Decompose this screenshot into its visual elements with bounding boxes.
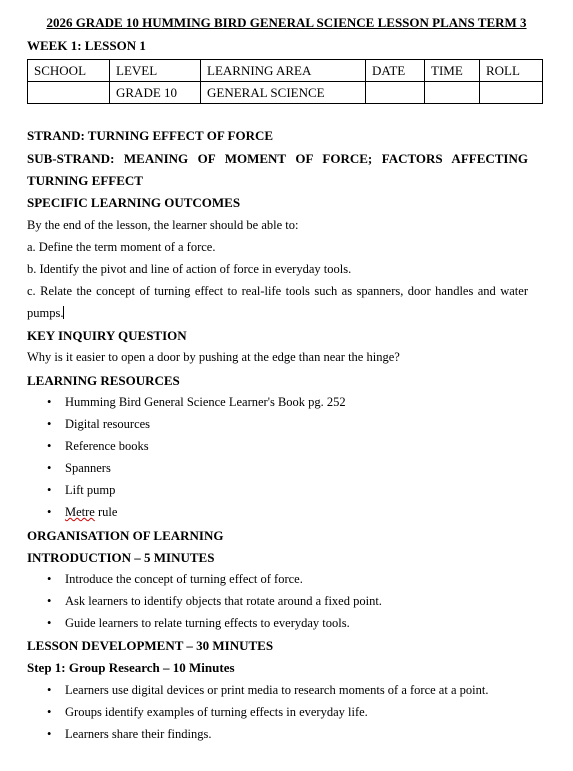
table-header-row: [28, 60, 543, 82]
resource-item: Reference books: [65, 439, 149, 453]
header-date: DATE: [366, 60, 425, 82]
slo-item-c: c. Relate the concept of turning effect to real-life tools such as spanners, door handles and water: [27, 284, 528, 298]
introduction-heading: INTRODUCTION – 5 MINUTES: [27, 550, 215, 565]
resource-item-rest: rule: [94, 505, 118, 519]
slo-item-a: a. Define the term moment of a force.: [27, 240, 216, 254]
header-school: SCHOOL: [28, 60, 110, 82]
step1-heading: Step 1: Group Research – 10 Minutes: [27, 660, 235, 675]
resources-heading: LEARNING RESOURCES: [27, 373, 180, 388]
resource-item: Spanners: [65, 461, 111, 475]
resource-item: Lift pump: [65, 483, 116, 497]
step1-item: Learners share their findings.: [65, 727, 212, 741]
organisation-heading: ORGANISATION OF LEARNING: [27, 528, 224, 543]
slo-intro: By the end of the lesson, the learner should be able to:: [27, 218, 299, 232]
introduction-item: Ask learners to identify objects that rotate around a fixed point.: [65, 594, 382, 608]
cell-school[interactable]: [28, 82, 110, 104]
document-title: 2026 GRADE 10 HUMMING BIRD GENERAL SCIENCE LESSON PLANS TERM 3: [46, 15, 527, 30]
resource-item: Digital resources: [65, 417, 151, 431]
resource-item: Humming Bird General Science Learner's Book pg. 252: [65, 395, 346, 409]
sub-strand-heading: SUB-STRAND: MEANING OF MOMENT OF FORCE; FACTORS AFFECTING: [27, 151, 528, 166]
cell-learning-area[interactable]: GENERAL SCIENCE: [201, 82, 366, 104]
bullet-icon: •: [47, 461, 52, 475]
slo-heading: SPECIFIC LEARNING OUTCOMES: [27, 195, 241, 210]
lesson-info-table: [27, 59, 543, 104]
bullet-icon: •: [47, 727, 52, 741]
header-level: LEVEL: [110, 60, 201, 82]
cell-time[interactable]: [425, 82, 480, 104]
step1-item: Groups identify examples of turning effects in everyday life.: [65, 705, 368, 719]
kiq-text: Why is it easier to open a door by pushing at the edge than near the hinge?: [27, 350, 400, 364]
bullet-icon: •: [47, 572, 52, 586]
slo-item-c-text: pumps.: [27, 306, 64, 320]
slo-item-c-cont: [27, 306, 64, 321]
cell-level[interactable]: GRADE 10: [110, 82, 201, 104]
bullet-icon: •: [47, 594, 52, 608]
sub-strand-heading-cont: TURNING EFFECT: [27, 173, 143, 188]
kiq-heading: KEY INQUIRY QUESTION: [27, 328, 187, 343]
header-roll: ROLL: [480, 60, 543, 82]
step1-item: Learners use digital devices or print media to research moments of a force at a point.: [65, 683, 489, 697]
cell-date[interactable]: [366, 82, 425, 104]
bullet-icon: •: [47, 616, 52, 630]
header-time: TIME: [425, 60, 480, 82]
table-data-row: [28, 82, 543, 104]
spellcheck-flagged-word[interactable]: Metre: [65, 505, 95, 519]
introduction-item: Introduce the concept of turning effect of force.: [65, 572, 303, 586]
cell-roll[interactable]: [480, 82, 543, 104]
bullet-icon: •: [47, 417, 52, 431]
strand-heading: STRAND: TURNING EFFECT OF FORCE: [27, 128, 274, 143]
bullet-icon: •: [47, 439, 52, 453]
introduction-item: Guide learners to relate turning effects to everyday tools.: [65, 616, 350, 630]
text-cursor: [63, 306, 64, 319]
week-lesson-label: WEEK 1: LESSON 1: [27, 38, 146, 53]
slo-item-b: b. Identify the pivot and line of action of force in everyday tools.: [27, 262, 352, 276]
bullet-icon: •: [47, 705, 52, 719]
bullet-icon: •: [47, 483, 52, 497]
bullet-icon: •: [47, 683, 52, 697]
bullet-icon: •: [47, 505, 52, 519]
lesson-development-heading: LESSON DEVELOPMENT – 30 MINUTES: [27, 638, 274, 653]
resource-item: [65, 505, 117, 520]
header-learning-area: LEARNING AREA: [201, 60, 366, 82]
bullet-icon: •: [47, 395, 52, 409]
